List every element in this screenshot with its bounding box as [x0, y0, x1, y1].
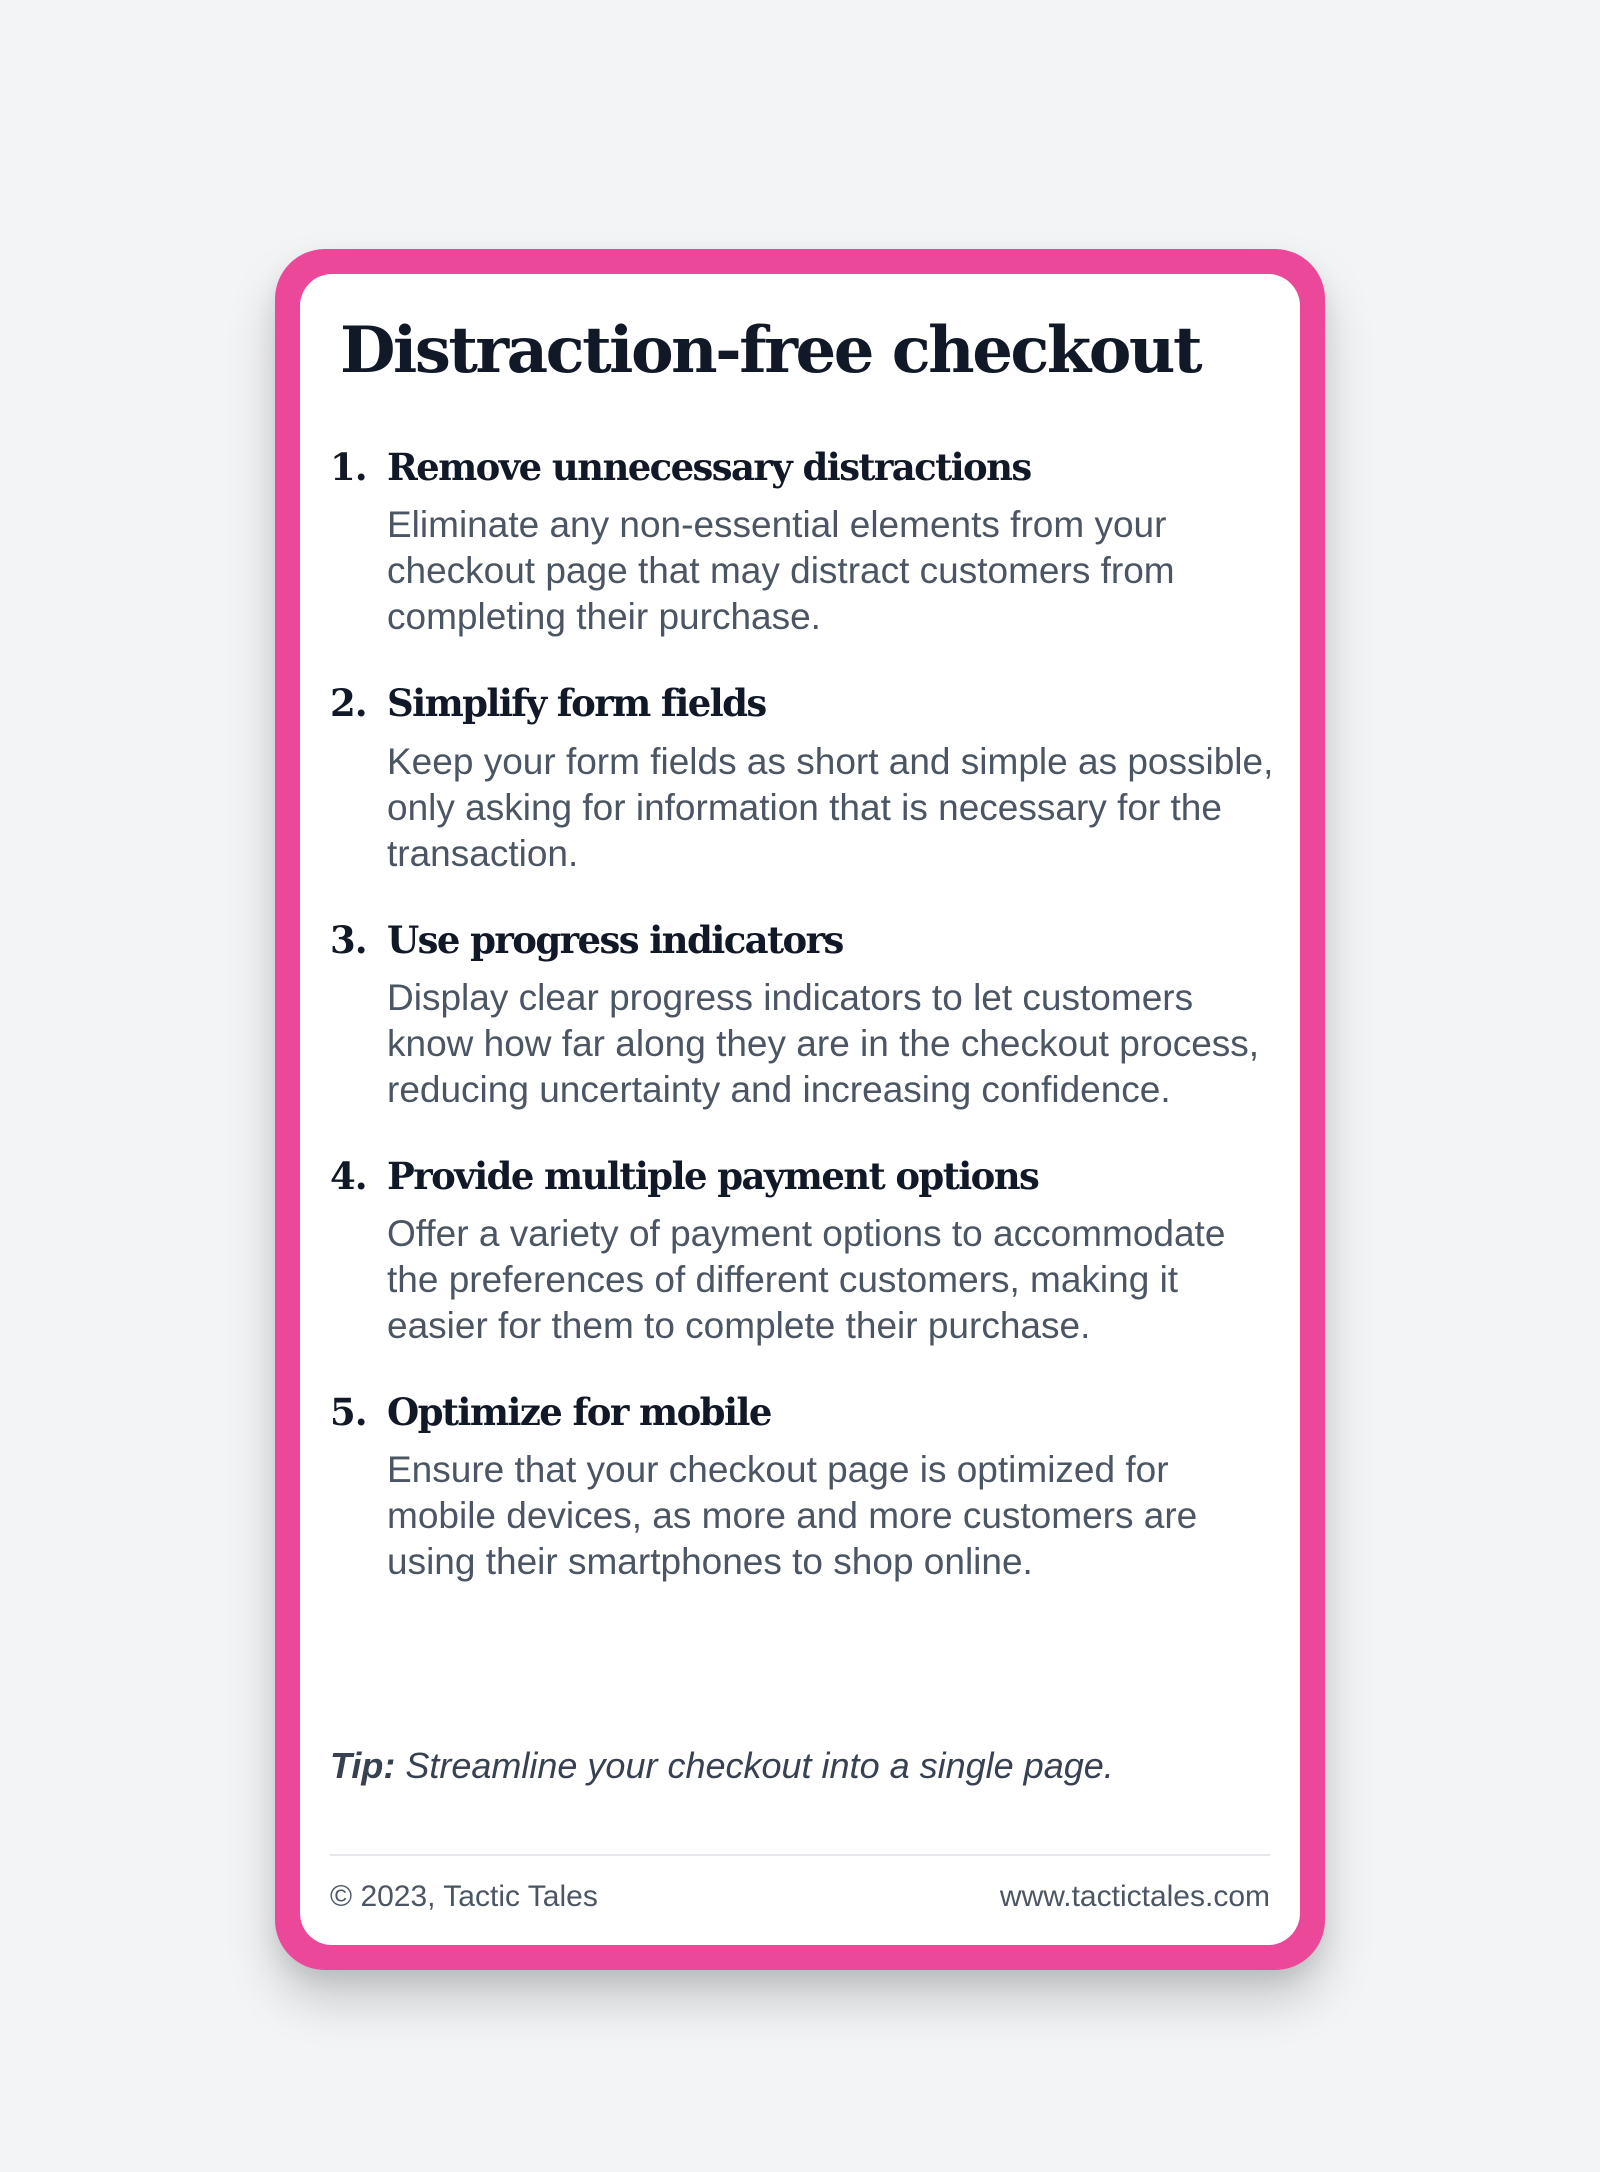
item-number: 2.	[330, 681, 367, 726]
footer-divider	[330, 1854, 1270, 1856]
pro-tip	[330, 1744, 1114, 1787]
list-item	[330, 917, 1280, 1113]
item-description: Eliminate any non-essential elements from your checkout page that may distract customers from completing their purchase.	[387, 504, 1175, 638]
list-item	[330, 1153, 1280, 1349]
item-number: 3.	[330, 917, 367, 962]
item-number: 4.	[330, 1153, 367, 1198]
copyright-text: © 2023, Tactic Tales	[330, 1880, 598, 1913]
item-heading: Provide multiple payment options	[387, 1153, 1039, 1198]
item-heading: Remove unnecessary distractions	[387, 445, 1031, 489]
item-number: 5.	[330, 1390, 367, 1434]
item-heading: Use progress indicators	[387, 917, 843, 962]
item-heading: Optimize for mobile	[387, 1390, 771, 1434]
pro-tip-text: Streamline your checkout into a single page.	[405, 1745, 1114, 1786]
list-item	[330, 1389, 1280, 1585]
item-description: Keep your form fields as short and simple as possible, only asking for information that is necessary for the transaction.	[387, 740, 1274, 874]
item-description: Ensure that your checkout page is optimized for mobile devices, as more and more customers are using their smartphones to shop online.	[387, 1449, 1198, 1583]
card-title: Distraction-free checkout	[340, 313, 1200, 388]
item-description: Display clear progress indicators to let customers know how far along they are in the checkout process, reducing uncertainty and increasing confidence.	[387, 976, 1260, 1110]
list-item	[330, 444, 1280, 640]
tip-list	[330, 444, 1280, 1625]
card-footer	[330, 1879, 1270, 1915]
item-heading: Simplify form fields	[387, 681, 766, 726]
list-item	[330, 680, 1280, 876]
item-number: 1.	[330, 445, 367, 489]
tip-card	[300, 274, 1300, 1945]
website-url: www.tactictales.com	[999, 1880, 1270, 1913]
item-description: Offer a variety of payment options to accommodate the preferences of different customers, making it easier for them to complete their purchase.	[387, 1213, 1226, 1346]
pro-tip-label: Tip:	[330, 1745, 396, 1786]
card-frame	[275, 249, 1325, 1970]
